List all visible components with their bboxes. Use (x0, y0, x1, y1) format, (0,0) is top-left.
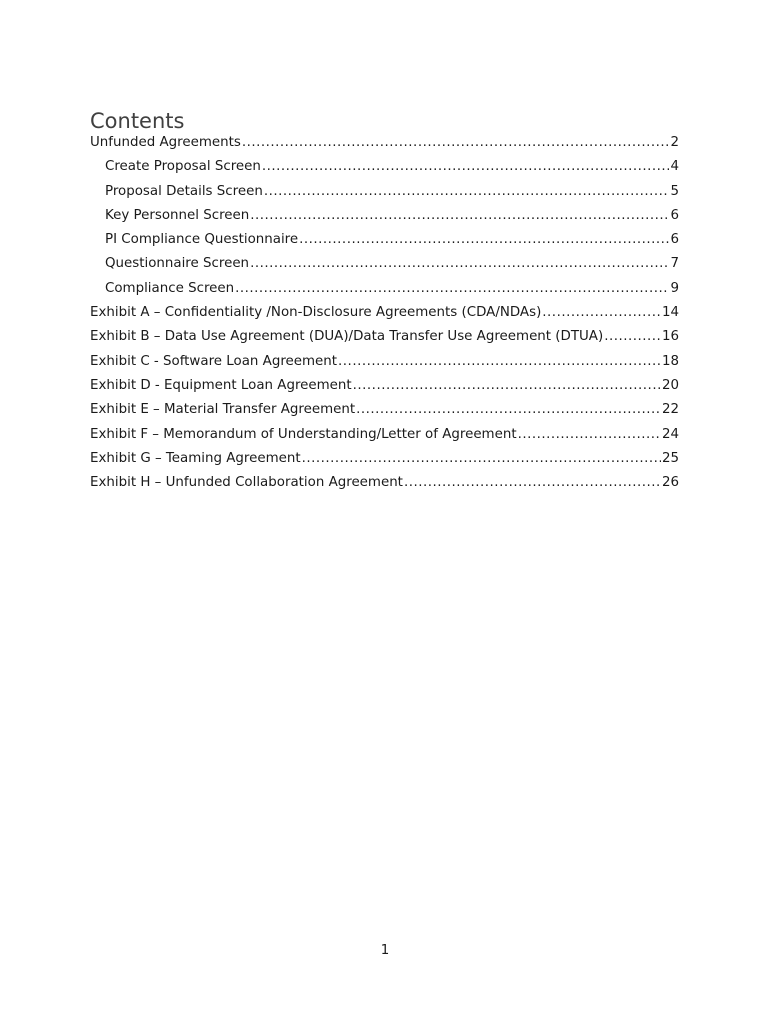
toc-entry-title: Questionnaire Screen (105, 256, 250, 272)
toc-dot-leader (404, 471, 661, 495)
toc-entry-proposal-details-screen[interactable] (90, 180, 679, 204)
toc-entry-page: 5 (670, 183, 679, 199)
toc-entry-title: Exhibit H – Unfunded Collaboration Agreement (90, 475, 403, 491)
toc-entry-title: Create Proposal Screen (105, 159, 261, 175)
toc-entry-exhibit-c[interactable] (90, 350, 679, 374)
toc-entry-title: Compliance Screen (105, 280, 235, 296)
toc-entry-page: 14 (661, 305, 679, 321)
toc-entry-compliance-screen[interactable] (90, 277, 679, 301)
toc-dot-leader (262, 155, 670, 179)
toc-entry-title: Exhibit G – Teaming Agreement (90, 450, 301, 466)
toc-heading: Contents (90, 109, 185, 133)
toc-entry-title: Proposal Details Screen (105, 183, 263, 199)
toc-entry-exhibit-b[interactable] (90, 325, 679, 349)
toc-entry-exhibit-f[interactable] (90, 423, 679, 447)
toc-dot-leader (518, 423, 661, 447)
toc-entry-key-personnel-screen[interactable] (90, 204, 679, 228)
toc-entry-exhibit-g[interactable] (90, 447, 679, 471)
toc-dot-leader (353, 374, 661, 398)
toc-entry-page: 4 (670, 159, 679, 175)
toc-entry-title: Exhibit A – Confidentiality /Non-Disclosure Agreements (CDA/NDAs) (90, 305, 542, 321)
toc-entry-title: Key Personnel Screen (105, 207, 250, 223)
toc-entry-page: 18 (661, 353, 679, 369)
toc-dot-leader (235, 277, 669, 301)
toc-entry-exhibit-e[interactable] (90, 398, 679, 422)
toc-entry-exhibit-a[interactable] (90, 301, 679, 325)
toc-entry-page: 7 (670, 256, 679, 272)
toc-entry-exhibit-d[interactable] (90, 374, 679, 398)
toc-dot-leader (302, 447, 661, 471)
toc-entry-title: Exhibit D - Equipment Loan Agreement (90, 377, 352, 393)
toc-dot-leader (542, 301, 661, 325)
toc-entry-page: 22 (661, 402, 679, 418)
toc-entry-exhibit-h[interactable] (90, 471, 679, 495)
toc-entry-page: 6 (670, 232, 679, 248)
toc-entry-unfunded-agreements[interactable] (90, 131, 679, 155)
toc-entry-title: Exhibit C - Software Loan Agreement (90, 353, 338, 369)
toc-entry-title: Unfunded Agreements (90, 135, 241, 150)
toc-entry-title: Exhibit E – Material Transfer Agreement (90, 402, 356, 418)
toc-dot-leader (250, 204, 669, 228)
toc-entry-pi-compliance-questionnaire[interactable] (90, 228, 679, 252)
toc-dot-leader (299, 228, 669, 252)
toc-entry-page: 20 (661, 377, 679, 393)
toc-entry-title: Exhibit F – Memorandum of Understanding/Letter of Agreement (90, 426, 517, 442)
toc-entry-page: 26 (661, 475, 679, 491)
toc-entry-page: 25 (661, 450, 679, 466)
table-of-contents (90, 131, 679, 495)
toc-entry-page: 2 (670, 135, 679, 150)
toc-dot-leader (264, 180, 670, 204)
toc-dot-leader (338, 350, 661, 374)
toc-dot-leader (356, 398, 661, 422)
toc-entry-page: 16 (661, 329, 679, 345)
toc-entry-title: PI Compliance Questionnaire (105, 232, 299, 248)
page-number: 1 (380, 943, 390, 958)
toc-entry-page: 6 (670, 207, 679, 223)
toc-entry-page: 9 (670, 280, 679, 296)
toc-entry-create-proposal-screen[interactable] (90, 155, 679, 179)
toc-entry-page: 24 (661, 426, 679, 442)
toc-entry-title: Exhibit B – Data Use Agreement (DUA)/Data Transfer Use Agreement (DTUA) (90, 329, 604, 345)
toc-entry-questionnaire-screen[interactable] (90, 252, 679, 276)
toc-dot-leader (242, 131, 670, 155)
toc-dot-leader (604, 325, 661, 349)
toc-dot-leader (250, 252, 669, 276)
